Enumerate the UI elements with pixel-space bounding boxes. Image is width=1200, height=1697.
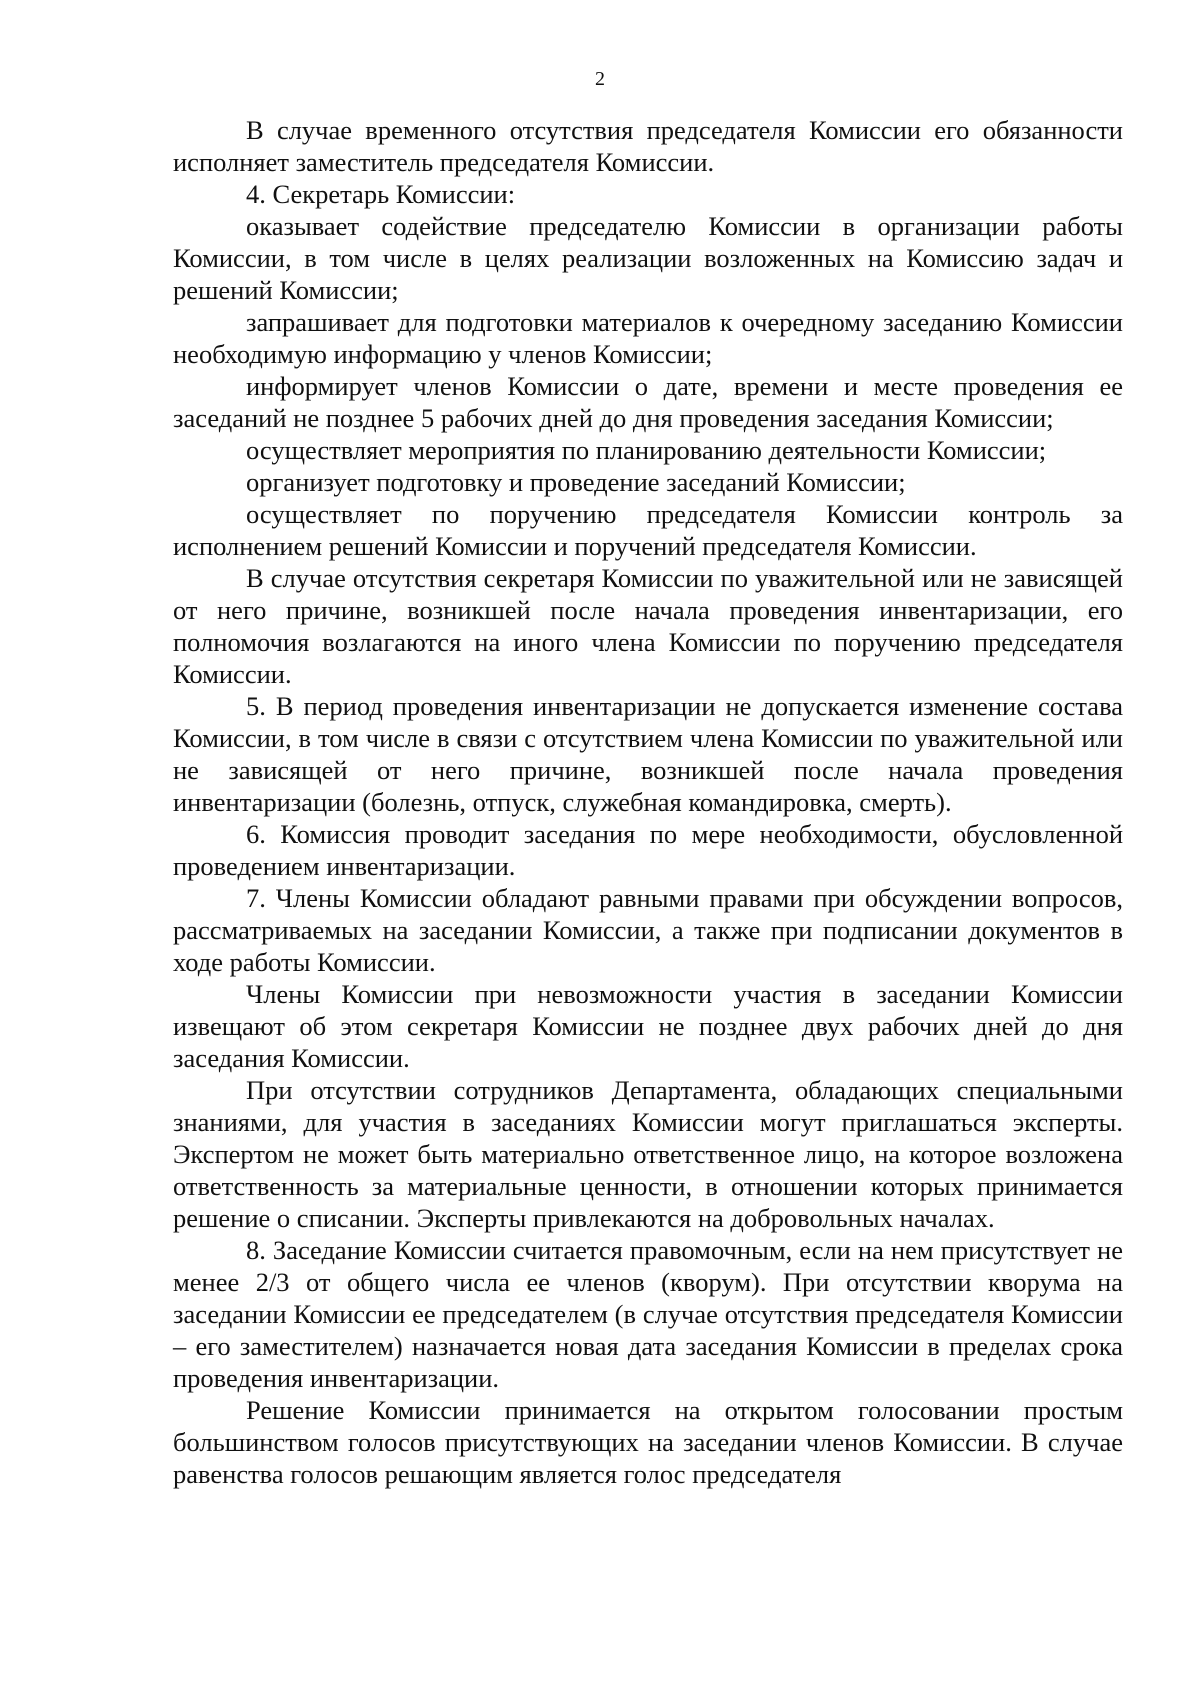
paragraph-decision-voting: Решение Комиссии принимается на открытом голосовании простым большинством голосов присутствующих на заседании членов Комиссии. В случае равенства голосов решающим является голос председателя <box>173 1395 1123 1489</box>
paragraph-6-meetings: 6. Комиссия проводит заседания по мере необходимости, обусловленной проведением инвентаризации. <box>173 819 1123 881</box>
paragraph-acting-chair: В случае временного отсутствия председателя Комиссии его обязанности исполняет заместитель председателя Комиссии. <box>173 115 1123 177</box>
paragraph-secretary-requests: запрашивает для подготовки материалов к очередному заседанию Комиссии необходимую информацию у членов Комиссии; <box>173 307 1123 369</box>
paragraph-secretary-organizes: организует подготовку и проведение заседаний Комиссии; <box>246 467 906 497</box>
document-body <box>173 114 1123 1490</box>
paragraph-secretary-plans: осуществляет мероприятия по планированию деятельности Комиссии; <box>246 435 1047 465</box>
paragraph-members-notify: Члены Комиссии при невозможности участия в заседании Комиссии извещают об этом секретаря Комиссии не позднее двух рабочих дней до дня заседания Комиссии. <box>173 979 1123 1073</box>
paragraph-8-quorum: 8. Заседание Комиссии считается правомочным, если на нем присутствует не менее 2/3 от общего числа ее членов (кворум). При отсутствии кворума на заседании Комиссии ее председателем (в случае отсутствия председателя Комиссии – его заместителем) назначается новая дата заседания Комиссии в пределах срока проведения инвентаризации. <box>173 1235 1123 1393</box>
paragraph-experts: При отсутствии сотрудников Департамента, обладающих специальными знаниями, для участия в заседаниях Комиссии могут приглашаться эксперты. Экспертом не может быть материально ответственное лицо, на которое возложена ответственность за материальные ценности, в отношении которых принимается решение о списании. Эксперты привлекаются на добровольных началах. <box>173 1075 1123 1233</box>
paragraph-7-equal-rights: 7. Члены Комиссии обладают равными правами при обсуждении вопросов, рассматриваемых на заседании Комиссии, а также при подписании документов в ходе работы Комиссии. <box>173 883 1123 977</box>
paragraph-secretary-informs: информирует членов Комиссии о дате, времени и месте проведения ее заседаний не позднее 5 рабочих дней до дня проведения заседания Комиссии; <box>173 371 1123 433</box>
paragraph-5-composition: 5. В период проведения инвентаризации не допускается изменение состава Комиссии, в том числе в связи с отсутствием члена Комиссии по уважительной или не зависящей от него причине, возникшей после начала проведения инвентаризации (болезнь, отпуск, служебная командировка, смерть). <box>173 691 1123 817</box>
paragraph-secretary-assists: оказывает содействие председателю Комиссии в организации работы Комиссии, в том числе в целях реализации возложенных на Комиссию задач и решений Комиссии; <box>173 211 1123 305</box>
paragraph-secretary-absence: В случае отсутствия секретаря Комиссии по уважительной или не зависящей от него причине, возникшей после начала проведения инвентаризации, его полномочия возлагаются на иного члена Комиссии по поручению председателя Комиссии. <box>173 563 1123 689</box>
page-number: 2 <box>595 68 605 90</box>
paragraph-4-secretary: 4. Секретарь Комиссии: <box>246 179 516 209</box>
paragraph-secretary-controls: осуществляет по поручению председателя Комиссии контроль за исполнением решений Комиссии и поручений председателя Комиссии. <box>173 499 1123 561</box>
